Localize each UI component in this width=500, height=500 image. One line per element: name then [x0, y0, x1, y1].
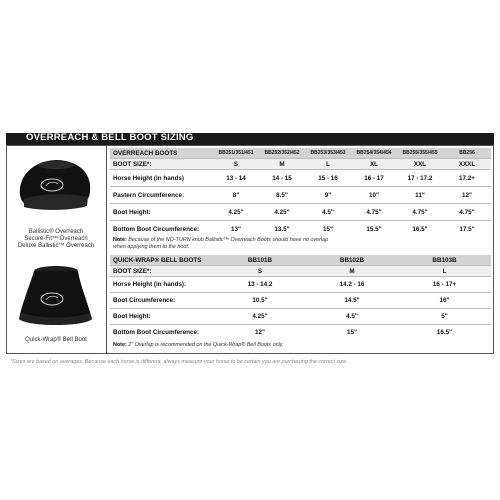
table-cell: 13 - 14: [213, 170, 259, 187]
product-code: BB251/351/451: [213, 148, 259, 159]
table-cell: 15.5": [351, 221, 397, 238]
row-label: Boot Height:: [110, 309, 214, 325]
table-cell: 17.5": [443, 221, 491, 238]
row-label: Pastern Circumference:: [110, 187, 213, 204]
table-row: [110, 204, 491, 221]
overreach-size-row: [110, 159, 491, 170]
bell-boot-image: [14, 263, 96, 331]
product-code: BB102B: [306, 255, 398, 266]
product-code: BB103B: [398, 255, 491, 266]
sizing-footnote: *Sizes are based on averages. Because each horse is different, always measure your horse to be certain you are purchasing the correct size.: [10, 359, 348, 365]
row-label: Horse Height (in hands): [110, 170, 213, 187]
product-code: BB252/352/452: [259, 148, 305, 159]
table-cell: 9": [305, 187, 351, 204]
table-cell: 8.5": [259, 187, 305, 204]
table-row: [110, 309, 491, 325]
quickwrap-header: QUICK-WRAP® BELL BOOTS: [110, 255, 214, 266]
overreach-caption-line-1: Ballistic® Overreach: [28, 229, 84, 235]
product-code: BB101B: [214, 255, 306, 266]
section-title: OVERREACH & BELL BOOT SIZING: [26, 132, 194, 143]
size-cell: XXXL: [443, 159, 491, 170]
note-label: Note:: [113, 342, 127, 348]
overreach-caption: [10, 229, 102, 250]
size-cell: L: [305, 159, 351, 170]
table-row: [110, 325, 491, 341]
overreach-sizing-table: [110, 148, 491, 238]
table-cell: 4.5": [305, 204, 351, 221]
table-cell: 4.75": [397, 204, 443, 221]
table-cell: 14.2 - 16: [306, 277, 398, 293]
row-label: Horse Height (in hands):: [110, 277, 214, 293]
product-photos-column: [6, 145, 107, 354]
product-code: BB255/355/455: [397, 148, 443, 159]
table-row: [110, 221, 491, 238]
size-label: BOOT SIZE*:: [110, 159, 213, 170]
row-label: Bottom Boot Circumference:: [110, 221, 213, 238]
table-cell: 15": [306, 325, 398, 341]
table-row: [110, 170, 491, 187]
size-cell: M: [306, 266, 398, 277]
table-cell: 16.5": [397, 221, 443, 238]
table-cell: 16 - 17+: [398, 277, 491, 293]
table-cell: 4.25": [213, 204, 259, 221]
size-cell: L: [398, 266, 491, 277]
note-text: Because of the NO-TURN knob Ballistic™ Overreach Boots should have no overlap: [126, 237, 329, 243]
table-cell: 4.25": [214, 309, 306, 325]
size-cell: S: [214, 266, 306, 277]
note-text: 2" Overlap is recommended on the Quick-Wrap® Bell Boots only.: [126, 342, 284, 348]
table-cell: 12": [443, 187, 491, 204]
table-row: [110, 277, 491, 293]
table-cell: 10": [351, 187, 397, 204]
table-cell: 11": [397, 187, 443, 204]
table-row: [110, 293, 491, 309]
quickwrap-size-row: [110, 266, 491, 277]
table-cell: 13.5": [259, 221, 305, 238]
table-cell: 12": [214, 325, 306, 341]
overreach-caption-line-3: Deluxe Ballistic™ Overreach: [17, 243, 95, 249]
row-label: Boot Height:: [110, 204, 213, 221]
table-cell: 16 - 17: [351, 170, 397, 187]
note-text: when applying them to the hoof.: [113, 244, 190, 250]
size-cell: XXL: [397, 159, 443, 170]
section-title-bar: [6, 133, 494, 145]
row-label: Bottom Boot Circumference:: [110, 325, 214, 341]
size-label: BOOT SIZE*:: [110, 266, 214, 277]
table-cell: 16": [398, 293, 491, 309]
size-cell: S: [213, 159, 259, 170]
table-cell: 4.75": [351, 204, 397, 221]
size-cell: XL: [351, 159, 397, 170]
table-cell: 15": [305, 221, 351, 238]
table-cell: 16.5": [398, 325, 491, 341]
table-cell: 15 - 16: [305, 170, 351, 187]
overreach-boot-image: [14, 155, 96, 215]
table-cell: 4.25": [259, 204, 305, 221]
overreach-header: OVERREACH BOOTS: [110, 148, 213, 159]
table-cell: 10.5": [214, 293, 306, 309]
product-code: BB253/353/453: [305, 148, 351, 159]
table-cell: 5": [398, 309, 491, 325]
note-label: Note:: [113, 237, 127, 243]
product-code: BB256: [443, 148, 491, 159]
table-cell: 4.75": [443, 204, 491, 221]
table-cell: 17 - 17.2: [397, 170, 443, 187]
product-code: BB254/354/454: [351, 148, 397, 159]
quickwrap-sizing-table: [110, 255, 491, 341]
size-cell: M: [259, 159, 305, 170]
overreach-note: [113, 237, 489, 251]
table-cell: 17.2+: [443, 170, 491, 187]
quickwrap-header-row: [110, 255, 491, 266]
table-cell: 8": [213, 187, 259, 204]
table-cell: 14 - 15: [259, 170, 305, 187]
bell-boot-caption: Quick-Wrap® Bell Boot: [25, 337, 87, 343]
table-row: [110, 187, 491, 204]
table-cell: 4.5": [306, 309, 398, 325]
table-cell: 13": [213, 221, 259, 238]
overreach-caption-line-2: Secure-Fit™ Overreach: [24, 236, 88, 242]
table-cell: 13 - 14.2: [214, 277, 306, 293]
overreach-header-row: [110, 148, 491, 159]
table-cell: 14.5": [306, 293, 398, 309]
row-label: Boot Circumference:: [110, 293, 214, 309]
quickwrap-note: [113, 342, 489, 349]
